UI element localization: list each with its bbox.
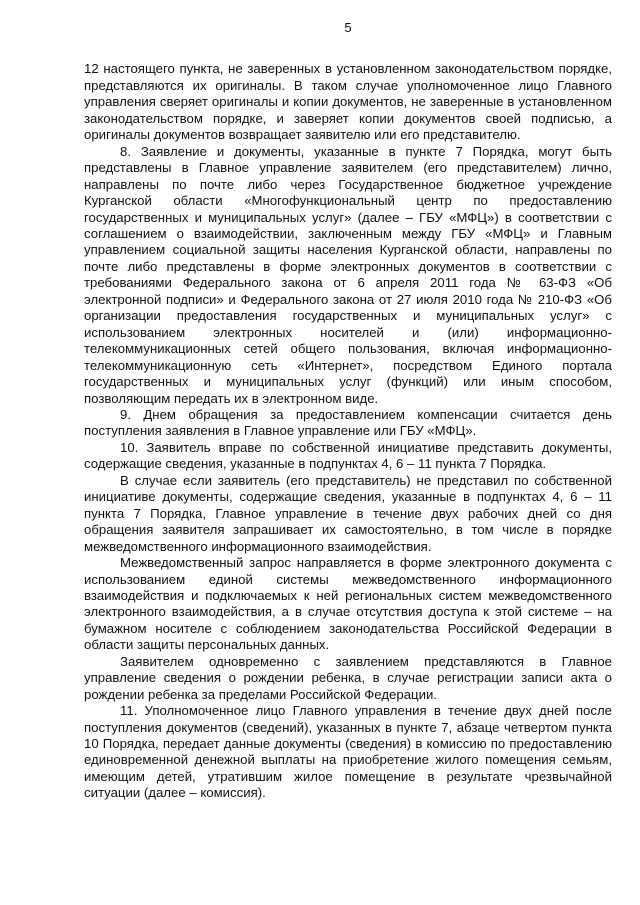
document-page bbox=[84, 20, 612, 802]
paragraph-item-10: 10. Заявитель вправе по собственной инициативе представить документы, содержащие сведения, указанные в подпунктах 4, 6 – 11 пункта 7 Порядка. bbox=[84, 439, 612, 472]
paragraph-interagency-request: Межведомственный запрос направляется в форме электронного документа с использованием единой системы межведомственного информационного взаимодействия и подключаемых к ней региональных систем межведомственного электронного взаимодействия, а в случае отсутствия доступа к этой системе – на бумажном носителе с соблюдением законодательства Российской Федерации в области защиты персональных данных. bbox=[84, 555, 612, 653]
paragraph-item-9: 9. Днем обращения за предоставлением компенсации считается день поступления заявления в Главное управление или ГБУ «МФЦ». bbox=[84, 406, 612, 439]
paragraph-birth-info: Заявителем одновременно с заявлением представляются в Главное управление сведения о рождении ребенка, в случае регистрации записи акта о рождении ребенка за пределами Российской Федерации. bbox=[84, 653, 612, 702]
paragraph-item-10-case: В случае если заявитель (его представитель) не представил по собственной инициативе документы, содержащие сведения, указанные в подпунктах 4, 6 – 11 пункта 7 Порядка, Главное управление в течение двух рабочих дней со дня обращения заявителя запрашивает их самостоятельно, в том числе в порядке межведомственного информационного взаимодействия. bbox=[84, 472, 612, 554]
paragraph-item-11: 11. Уполномоченное лицо Главного управления в течение двух дней после поступления документов (сведений), указанных в пункте 7, абзаце четвертом пункта 10 Порядка, передает данные документы (сведения) в комиссию по предоставлению единовременной денежной выплаты на приобретение жилого помещения семьям, имеющим детей, утратившим жилое помещение в результате чрезвычайной ситуации (далее – комиссия). bbox=[84, 703, 612, 801]
paragraph-continuation: 12 настоящего пункта, не заверенных в установленном законодательством порядке, представляются их оригиналы. В таком случае уполномоченное лицо Главного управления сверяет оригиналы и копии документов, не заверенные в установленном законодательством порядке, и заверяет копии документов своей подписью, а оригиналы документов возвращает заявителю или его представителю. bbox=[84, 61, 612, 143]
page-number: 5 bbox=[344, 20, 352, 35]
paragraph-item-8: 8. Заявление и документы, указанные в пункте 7 Порядка, могут быть представлены в Главное управление заявителем (его представителем) лично, направлены по почте либо через Государственное бюджетное учреждение Курганской области «Многофункциональный центр по предоставлению государственных и муниципальных услуг» (далее – ГБУ «МФЦ») в соответствии с соглашением о взаимодействии, заключенным между ГБУ «МФЦ» и Главным управлением социальной защиты населения Курганской области, направлены по почте либо представлены в форме электронных документов в соответствии с требованиями Федерального закона от 6 апреля 2011 года № 63-ФЗ «Об электронной подписи» и Федерального закона от 27 июля 2010 года № 210-ФЗ «Об организации предоставления государственных и муниципальных услуг» с использованием электронных носителей и (или) информационно-телекоммуникационных сетей общего пользования, включая информационно-телекоммуникационную сеть «Интернет», посредством Единого портала государственных и муниципальных услуг (функций) или иным способом, позволяющим передать их в электронном виде. bbox=[84, 143, 612, 406]
